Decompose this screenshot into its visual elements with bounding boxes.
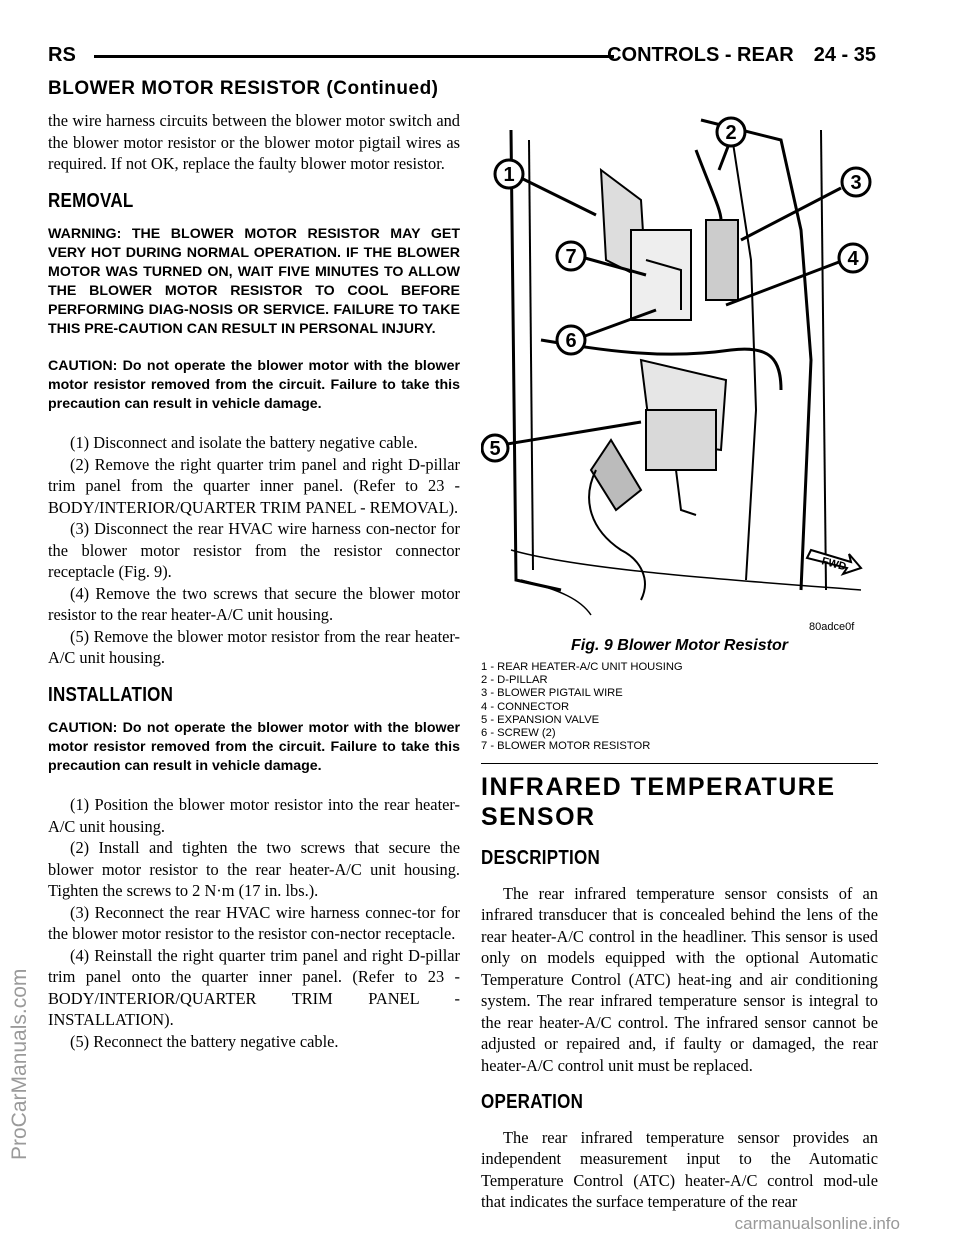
callout-4: 4 [847,248,859,270]
header-right [607,44,876,67]
legend-divider [481,763,878,764]
installation-caution: CAUTION: Do not operate the blower motor with the blower motor resistor removed from the circuit. Failure to take this precaution can result in vehicle damage. [48,720,460,774]
intro-paragraph: the wire harness circuits between the blower motor switch and the blower motor resistor or the blower motor pigtail wires as required. If not OK, replace the faulty blower motor resistor. [48,111,460,173]
callout-2: 2 [725,122,737,144]
header-code: RS [48,44,76,66]
continued-title: BLOWER MOTOR RESISTOR (Continued) [48,78,439,99]
legend-item: 6 - SCREW (2) [481,727,556,740]
callout-3: 3 [850,172,862,194]
fwd-label: FWD [820,555,848,574]
figure-caption: Fig. 9 Blower Motor Resistor [571,637,788,654]
installation-step: (3) Reconnect the rear HVAC wire harness connec-tor for the blower motor resistor to the resistor con-nector receptacle. [48,902,460,943]
legend-item: 4 - CONNECTOR [481,700,570,713]
installation-step: (1) Position the blower motor resistor into the rear heater-A/C unit housing. [48,795,460,836]
page-number: 24 - 35 [813,44,876,66]
figure-legend [481,661,683,753]
removal-step: (4) Remove the two screws that secure the blower motor resistor to the rear heater-A/C unit housing. [48,583,460,624]
figure-illustration [481,110,878,650]
legend-item: 2 - D-PILLAR [481,674,548,687]
description-heading: DESCRIPTION [481,847,600,869]
callout-5: 5 [489,438,501,460]
legend-item: 3 - BLOWER PIGTAIL WIRE [481,687,623,700]
description-paragraph: The rear infrared temperature sensor consists of an infrared transducer that is concealed behind the lens of the rear heater-A/C control in the headliner. This sensor is used only on models equipped with the optional Automatic Temperature Control (ATC) heat-ing and air conditioning system. The rear infrared temperature sensor is integral to the rear heater-A/C control. The infrared sensor cannot be adjusted or repaired and, if faulty or damaged, the rear heater-A/C control unit must be replaced. [481,883,878,1075]
installation-step: (4) Reinstall the right quarter trim panel and right D-pillar trim panel onto the quarter inner panel. (Refer to 23 - BODY/INTERIOR/QUARTER TRIM PANEL - INSTALLATION). [48,945,460,1029]
header-section: CONTROLS - REAR [607,44,794,66]
operation-paragraph: The rear infrared temperature sensor provides an independent measurement input to the Automatic Temperature Control (ATC) heater-A/C control mod-ule that indicates the surface temperature of the rear [481,1127,878,1211]
legend-item: 1 - REAR HEATER-A/C UNIT HOUSING [481,661,683,673]
removal-step: (2) Remove the right quarter trim panel and right D-pillar trim panel from the quarter inner panel. (Refer to 23 - BODY/INTERIOR/QUARTER TRIM PANEL - REMOVAL). [48,454,460,517]
section-title-line-2: SENSOR [481,803,596,831]
figure-code: 80adce0f [809,621,855,633]
removal-step: (1) Disconnect and isolate the battery negative cable. [70,433,418,452]
installation-step: (5) Reconnect the battery negative cable. [70,1031,339,1051]
installation-heading: INSTALLATION [48,683,174,706]
header-rule [94,55,614,58]
removal-step: (5) Remove the blower motor resistor from the rear heater-A/C unit housing. [48,626,460,667]
legend-item: 7 - BLOWER MOTOR RESISTOR [481,740,651,753]
section-title-line-1: INFRARED TEMPERATURE [481,773,836,801]
right-column [481,772,878,1213]
legend-item: 5 - EXPANSION VALVE [481,713,600,726]
removal-warning: WARNING: THE BLOWER MOTOR RESISTOR MAY GET VERY HOT DURING NORMAL OPERATION. IF THE BLOWER MOTOR WAS TURNED ON, WAIT FIVE MINUTES TO ALLOW THE BLOWER MOTOR RESISTOR TO COOL BEFORE PERFORMING DIAG-NOSIS OR SERVICE. FAILURE TO TAKE THIS PRE-CAUTION CAN RESULT IN PERSONAL INJURY. [48,226,460,337]
callout-7: 7 [565,246,577,268]
removal-heading: REMOVAL [48,189,134,212]
removal-caution: CAUTION: Do not operate the blower motor with the blower motor resistor removed from the circuit. Failure to take this precaution can result in vehicle damage. [48,358,460,412]
bottom-watermark: carmanualsonline.info [734,1214,900,1233]
page-header [48,44,876,70]
left-column [48,110,460,1052]
operation-heading: OPERATION [481,1091,584,1113]
blower-resistor-drawing [481,110,878,635]
callout-1: 1 [503,164,515,186]
side-watermark: ProCarManuals.com [8,968,31,1160]
installation-step: (2) Install and tighten the two screws that secure the blower motor resistor to the rear heater-A/C unit housing. Tighten the screws to 2 N·m (17 in. lbs.). [48,838,460,900]
removal-step: (3) Disconnect the rear HVAC wire harness con-nector for the blower motor resistor from the resistor connector receptacle (Fig. 9). [48,519,460,581]
callout-6: 6 [565,330,577,352]
